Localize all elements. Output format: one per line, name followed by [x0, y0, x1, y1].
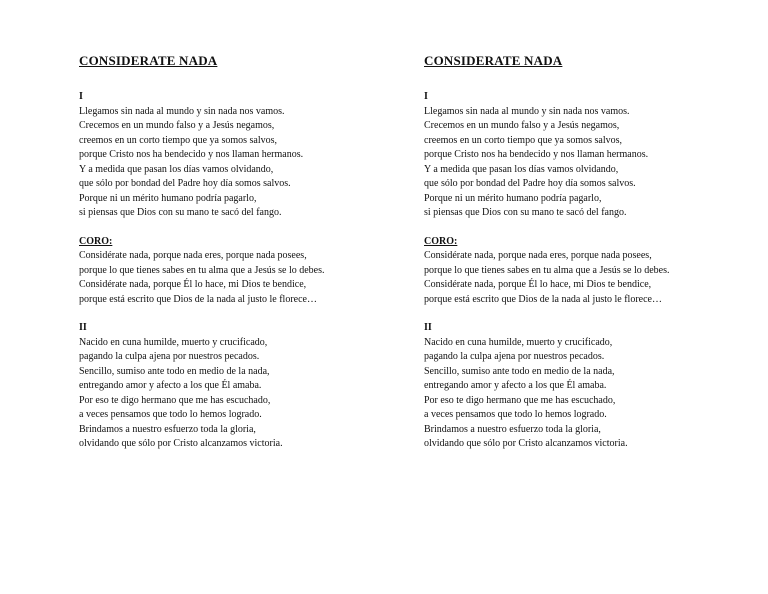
verse-1 [424, 90, 754, 221]
verse-2 [79, 321, 409, 452]
chorus-line: Considérate nada, porque Él lo hace, mi Dios te bendice, [79, 279, 307, 290]
verse-line: Llegamos sin nada al mundo y sin nada nos vamos. [79, 105, 285, 117]
verse-line: Llegamos sin nada al mundo y sin nada nos vamos. [424, 105, 630, 117]
chorus-line: Considérate nada, porque nada eres, porque nada posees, [424, 250, 652, 261]
verse-line: si piensas que Dios con su mano te sacó del fango. [79, 207, 282, 218]
chorus-line: Considérate nada, porque nada eres, porque nada posees, [79, 250, 307, 261]
song-title: CONSIDERATE NADA [79, 53, 218, 68]
verse-line: pagando la culpa ajena por nuestros pecados. [424, 351, 605, 362]
verse-line: entregando amor y afecto a los que Él amaba. [424, 380, 607, 391]
chorus-line: porque está escrito que Dios de la nada al justo le florece… [424, 293, 662, 305]
verse-line: entregando amor y afecto a los que Él amaba. [79, 380, 262, 391]
verse-line: olvidando que sólo por Cristo alcanzamos victoria. [79, 438, 283, 449]
verse-line: Sencillo, sumiso ante todo en medio de la nada, [79, 365, 270, 377]
verse-2-heading: II [79, 322, 87, 333]
verse-1-heading: I [424, 91, 428, 102]
verse-line: pagando la culpa ajena por nuestros pecados. [79, 351, 260, 362]
chorus [424, 235, 754, 308]
lyrics-column-left [79, 52, 409, 466]
verse-line: Y a medida que pasan los días vamos olvidando, [424, 163, 619, 175]
verse-line: Nacido en cuna humilde, muerto y crucificado, [79, 336, 268, 348]
verse-line: porque Cristo nos ha bendecido y nos llaman hermanos. [424, 149, 649, 160]
chorus-line: porque lo que tienes sabes en tu alma que a Jesús se lo debes. [79, 264, 325, 276]
verse-line: que sólo por bondad del Padre hoy día somos salvos. [424, 178, 636, 189]
verse-line: Brindamos a nuestro esfuerzo toda la gloria, [79, 423, 256, 435]
verse-line: a veces pensamos que todo lo hemos logrado. [424, 409, 607, 420]
chorus-heading: CORO: [79, 235, 113, 247]
verse-line: Por eso te digo hermano que me has escuchado, [79, 394, 271, 406]
chorus [79, 235, 409, 308]
verse-line: Crecemos en un mundo falso y a Jesús negamos, [424, 120, 620, 131]
verse-line: Y a medida que pasan los días vamos olvidando, [79, 163, 274, 175]
verse-line: a veces pensamos que todo lo hemos logrado. [79, 409, 262, 420]
verse-line: creemos en un corto tiempo que ya somos salvos, [424, 134, 623, 146]
verse-line: porque Cristo nos ha bendecido y nos llaman hermanos. [79, 149, 304, 160]
lyrics-column-right [424, 52, 754, 466]
verse-line: Sencillo, sumiso ante todo en medio de la nada, [424, 365, 615, 377]
verse-line: Brindamos a nuestro esfuerzo toda la gloria, [424, 423, 601, 435]
verse-line: que sólo por bondad del Padre hoy día somos salvos. [79, 178, 291, 189]
verse-line: olvidando que sólo por Cristo alcanzamos victoria. [424, 438, 628, 449]
verse-line: Porque ni un mérito humano podría pagarlo, [79, 192, 257, 204]
verse-line: creemos en un corto tiempo que ya somos salvos, [79, 134, 278, 146]
verse-line: Porque ni un mérito humano podría pagarlo, [424, 192, 602, 204]
chorus-line: porque está escrito que Dios de la nada al justo le florece… [79, 293, 317, 305]
chorus-line: Considérate nada, porque Él lo hace, mi Dios te bendice, [424, 279, 652, 290]
verse-line: si piensas que Dios con su mano te sacó del fango. [424, 207, 627, 218]
verse-1-heading: I [79, 91, 83, 102]
verse-1 [79, 90, 409, 221]
chorus-line: porque lo que tienes sabes en tu alma que a Jesús se lo debes. [424, 264, 670, 276]
verse-2 [424, 321, 754, 452]
verse-line: Nacido en cuna humilde, muerto y crucificado, [424, 336, 613, 348]
verse-line: Por eso te digo hermano que me has escuchado, [424, 394, 616, 406]
chorus-heading: CORO: [424, 235, 458, 247]
verse-2-heading: II [424, 322, 432, 333]
song-title: CONSIDERATE NADA [424, 53, 563, 68]
verse-line: Crecemos en un mundo falso y a Jesús negamos, [79, 120, 275, 131]
